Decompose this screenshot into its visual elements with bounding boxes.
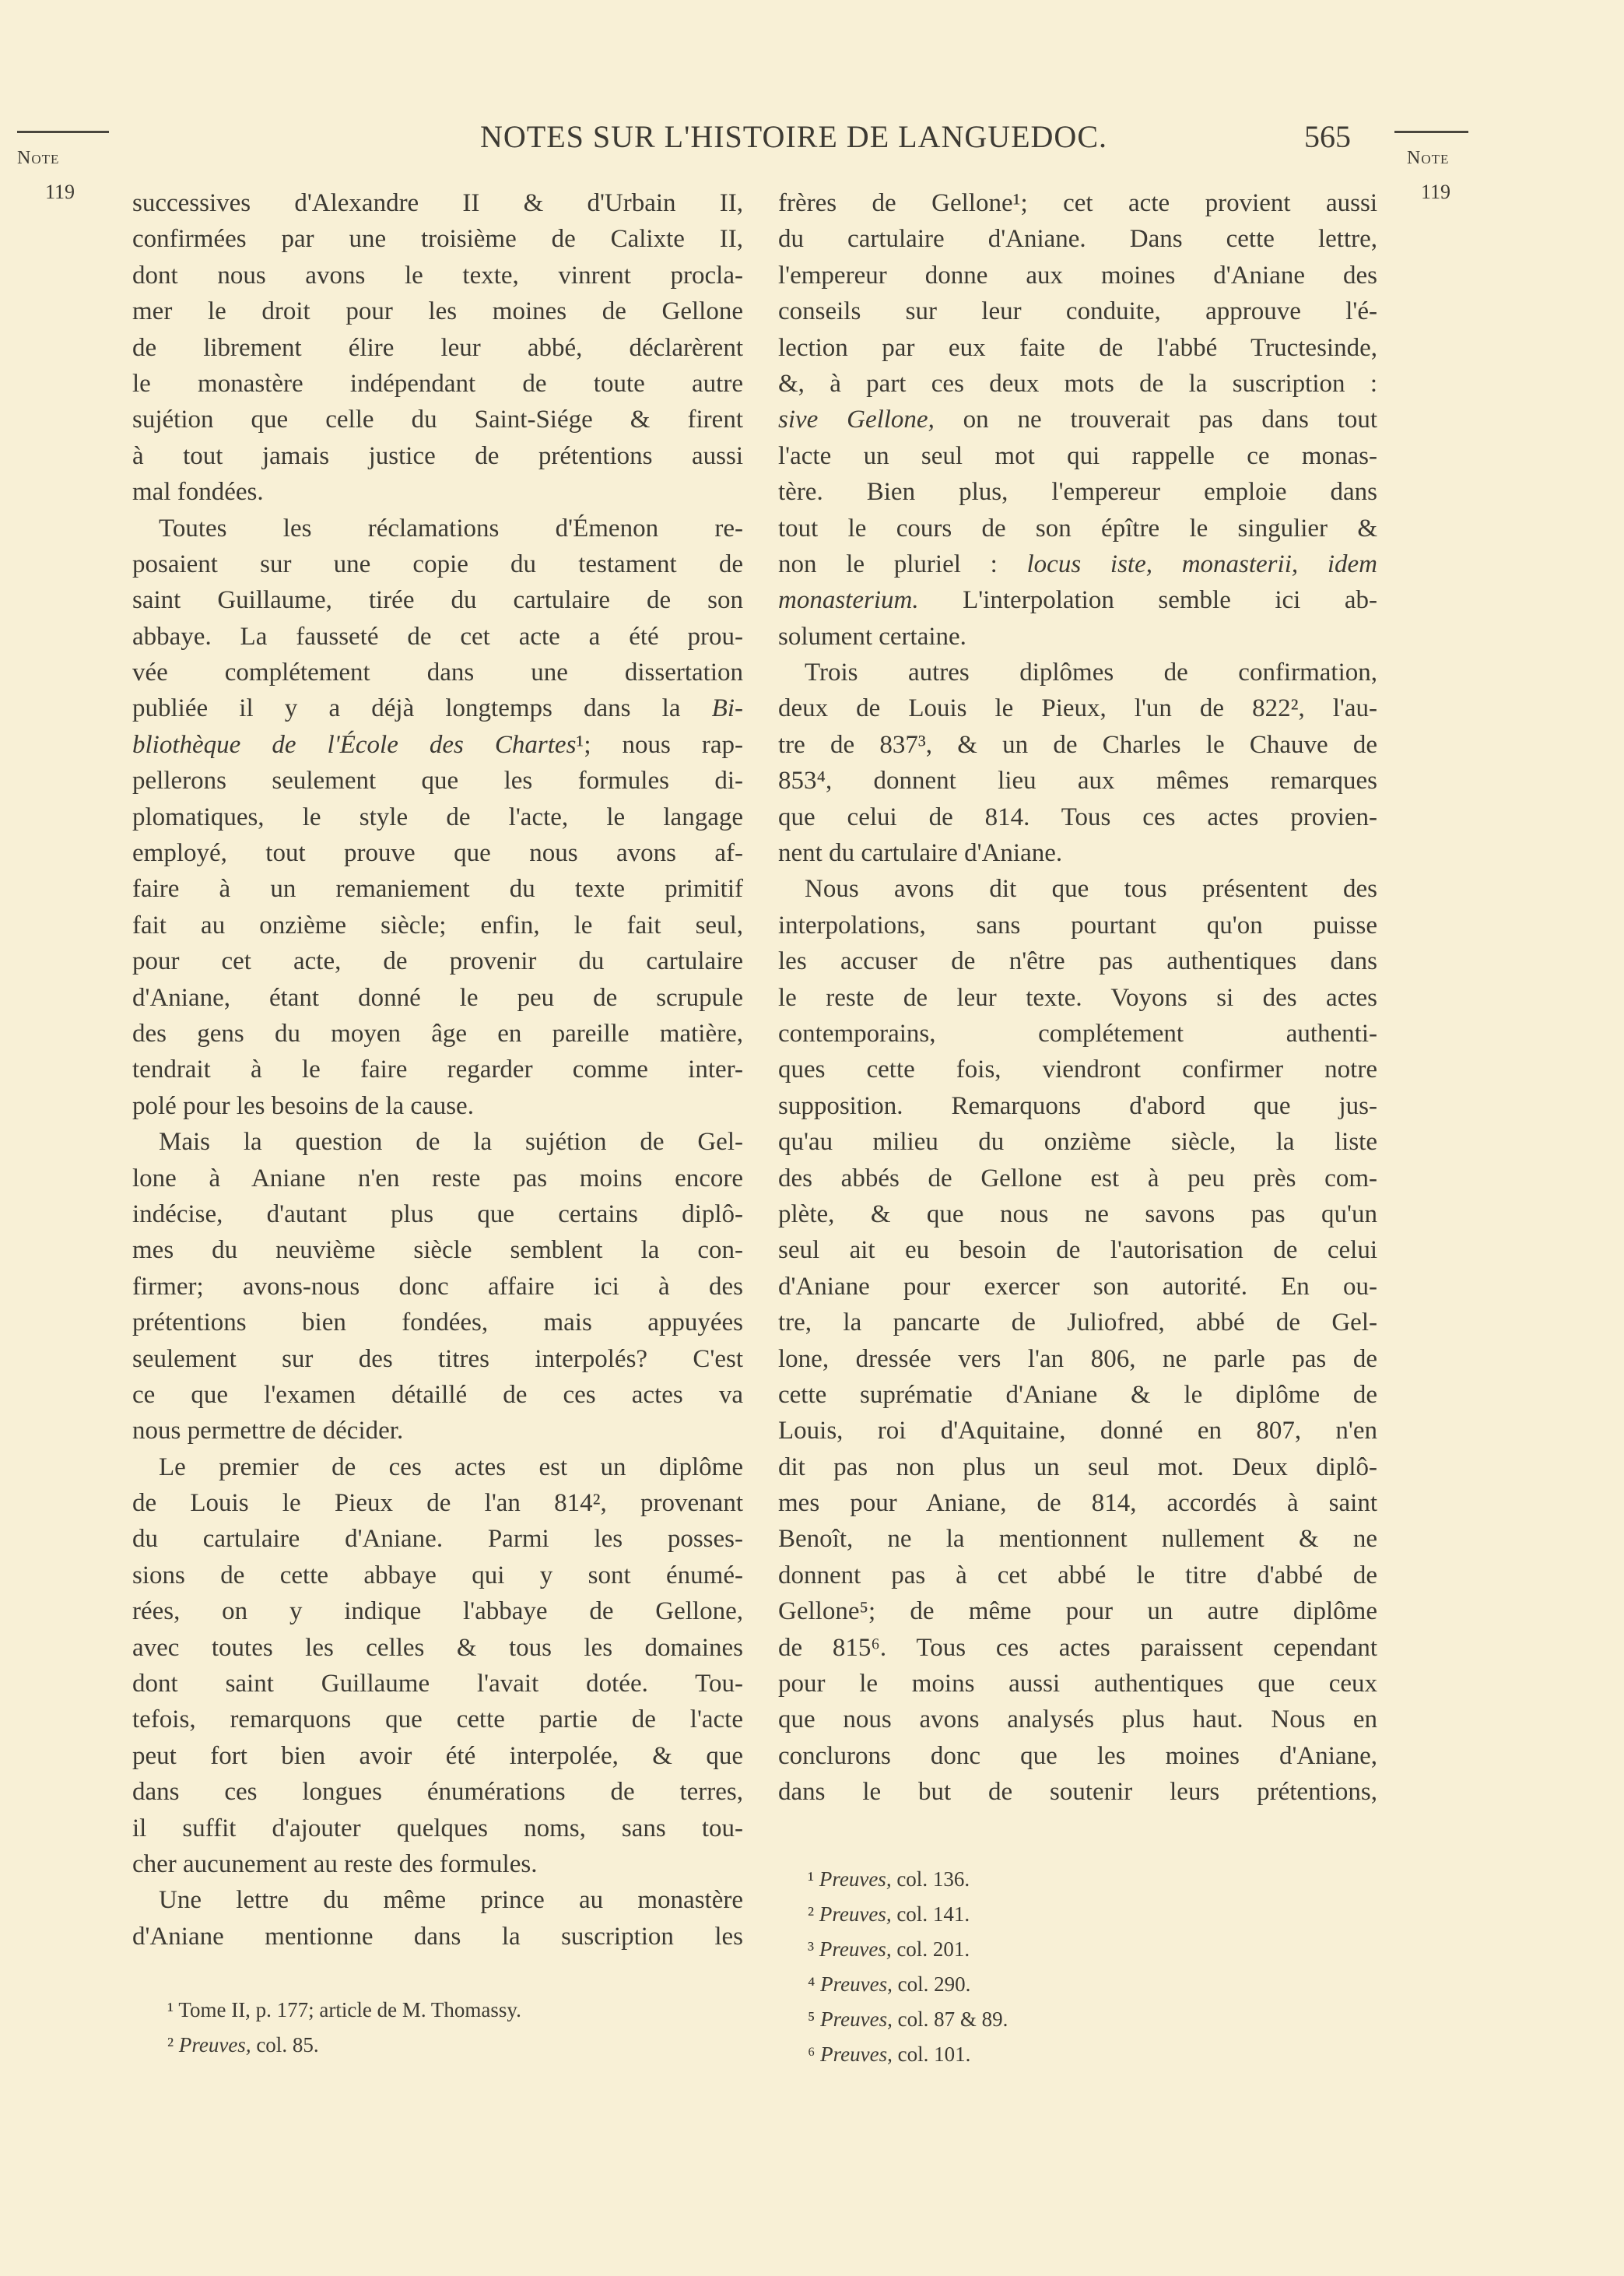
text-segment: mal fondées. bbox=[132, 478, 264, 507]
text-segment: tout le cours de son épître le singulier & bbox=[778, 514, 1377, 543]
text-line bbox=[132, 366, 743, 402]
text-segment: employé, tout prouve que nous avons af- bbox=[132, 839, 743, 868]
text-line bbox=[778, 438, 1377, 474]
text-segment: seulement sur des titres interpolés? C'est bbox=[132, 1344, 743, 1373]
text-line bbox=[132, 763, 743, 799]
text-segment: non le pluriel : bbox=[778, 550, 1027, 578]
text-line bbox=[778, 546, 1377, 582]
text-segment: Benoît, ne la mentionnent nullement & ne bbox=[778, 1525, 1377, 1554]
text-segment: dans ces longues énumérations de terres, bbox=[132, 1778, 743, 1807]
right-note-label: Note bbox=[1407, 148, 1450, 168]
footnote bbox=[808, 1862, 1197, 1897]
text-segment: de Louis le Pieux de l'an 814², provenant bbox=[132, 1489, 743, 1518]
text-line bbox=[132, 1196, 743, 1232]
text-line bbox=[132, 1738, 743, 1774]
text-segment: 853⁴, donnent lieu aux mêmes remarques bbox=[778, 767, 1377, 796]
italic-segment: monasterium. bbox=[778, 586, 919, 615]
italic-segment: Bi- bbox=[711, 694, 743, 723]
text-segment: col. 101. bbox=[892, 2042, 971, 2066]
text-segment: Toutes les réclamations d'Émenon re- bbox=[159, 514, 743, 543]
text-line bbox=[132, 185, 743, 221]
text-line bbox=[778, 1702, 1377, 1737]
text-segment: dans le but de soutenir leurs prétentions, bbox=[778, 1778, 1377, 1807]
text-line bbox=[778, 1738, 1377, 1774]
text-segment: Trois autres diplômes de confirmation, bbox=[805, 659, 1377, 687]
text-segment: tre de 837³, & un de Charles le Chauve de bbox=[778, 730, 1377, 759]
text-line bbox=[132, 1232, 743, 1268]
text-line bbox=[132, 511, 743, 546]
text-line bbox=[132, 1593, 743, 1629]
text-line bbox=[778, 366, 1377, 402]
text-segment: nent du cartulaire d'Aniane. bbox=[778, 839, 1063, 868]
text-line bbox=[132, 727, 743, 763]
text-line bbox=[778, 690, 1377, 726]
italic-segment: Preuves, bbox=[819, 1937, 892, 1961]
text-line bbox=[778, 1774, 1377, 1810]
text-segment: de 815⁶. Tous ces actes paraissent cependant bbox=[778, 1633, 1377, 1662]
left-text-column bbox=[132, 185, 743, 1955]
text-line bbox=[132, 619, 743, 655]
text-segment: que celui de 814. Tous ces actes provien- bbox=[778, 803, 1377, 831]
text-segment: ⁵ bbox=[808, 2007, 821, 2031]
text-line bbox=[132, 1558, 743, 1593]
italic-segment: sive Gellone, bbox=[778, 406, 935, 434]
text-line bbox=[778, 799, 1377, 835]
footnote bbox=[167, 2028, 712, 2063]
text-line bbox=[778, 1341, 1377, 1377]
text-segment: mer le droit pour les moines de Gellone bbox=[132, 297, 743, 326]
text-line bbox=[778, 402, 1377, 437]
text-segment: d'Aniane mentionne dans la suscription les bbox=[132, 1922, 743, 1951]
text-line bbox=[132, 1269, 743, 1305]
text-segment: confirmées par une troisième de Calixte II, bbox=[132, 225, 743, 254]
text-line bbox=[132, 1630, 743, 1666]
text-line bbox=[778, 1377, 1377, 1413]
text-segment: Mais la question de la sujétion de Gel- bbox=[159, 1128, 743, 1157]
text-line bbox=[778, 293, 1377, 329]
text-segment: saint Guillaume, tirée du cartulaire de son bbox=[132, 586, 743, 615]
right-text-column bbox=[778, 185, 1377, 1811]
text-segment: lection par eux faite de l'abbé Tructesinde, bbox=[778, 333, 1377, 362]
text-line bbox=[132, 690, 743, 726]
text-line bbox=[778, 619, 1377, 655]
text-segment: ¹ Tome II, p. 177; article de M. Thomassy. bbox=[167, 1998, 521, 2021]
text-segment: tefois, remarquons que cette partie de l'acte bbox=[132, 1705, 743, 1734]
left-margin-rule bbox=[17, 131, 109, 133]
text-line bbox=[778, 871, 1377, 907]
text-line bbox=[132, 1088, 743, 1124]
italic-segment: Preuves, bbox=[820, 1972, 893, 1996]
footnote bbox=[808, 1967, 1197, 2002]
text-segment: frères de Gellone¹; cet acte provient aussi bbox=[778, 189, 1377, 217]
text-segment: il suffit d'ajouter quelques noms, sans tou- bbox=[132, 1814, 743, 1842]
text-line bbox=[778, 474, 1377, 510]
text-segment: tère. Bien plus, l'empereur emploie dans bbox=[778, 478, 1377, 507]
italic-segment: Preuves, bbox=[819, 1867, 892, 1891]
italic-segment: Preuves, bbox=[178, 2033, 251, 2056]
italic-segment: Preuves, bbox=[820, 2042, 893, 2066]
text-line bbox=[132, 943, 743, 979]
text-segment: le monastère indépendant de toute autre bbox=[132, 369, 743, 398]
text-line bbox=[132, 330, 743, 366]
text-segment: lone à Aniane n'en reste pas moins encore bbox=[132, 1164, 743, 1192]
text-segment: Le premier de ces actes est un diplôme bbox=[159, 1452, 743, 1481]
text-segment: sujétion que celle du Saint-Siége & firent bbox=[132, 406, 743, 434]
text-line bbox=[132, 1811, 743, 1846]
text-line bbox=[132, 1377, 743, 1413]
text-segment: des abbés de Gellone est à peu près com- bbox=[778, 1164, 1377, 1192]
footnote bbox=[167, 1993, 712, 2028]
text-line bbox=[132, 1052, 743, 1087]
text-line bbox=[778, 1016, 1377, 1052]
left-footnotes bbox=[167, 1993, 712, 2063]
text-line bbox=[778, 1521, 1377, 1557]
text-segment: contemporains, complétement authenti- bbox=[778, 1019, 1377, 1048]
text-segment: supposition. Remarquons d'abord que jus- bbox=[778, 1091, 1377, 1120]
text-line bbox=[778, 763, 1377, 799]
text-segment: d'Aniane, étant donné le peu de scrupule bbox=[132, 983, 743, 1012]
text-line bbox=[132, 1774, 743, 1810]
italic-segment: bliothèque de l'École des Chartes bbox=[132, 730, 577, 759]
left-note-label: Note bbox=[17, 148, 60, 168]
text-segment: mes du neuvième siècle semblent la con- bbox=[132, 1236, 743, 1265]
text-line bbox=[778, 1449, 1377, 1485]
text-line bbox=[778, 1558, 1377, 1593]
italic-segment: locus iste, monasterii, idem bbox=[1026, 550, 1377, 578]
text-segment: l'empereur donne aux moines d'Aniane des bbox=[778, 261, 1377, 290]
text-line bbox=[132, 1919, 743, 1955]
right-margin-rule bbox=[1394, 131, 1468, 133]
text-segment: col. 87 & 89. bbox=[892, 2007, 1008, 2031]
text-line bbox=[778, 1052, 1377, 1087]
text-line bbox=[778, 908, 1377, 943]
text-segment: Gellone⁵; de même pour un autre diplôme bbox=[778, 1597, 1377, 1626]
text-segment: col. 290. bbox=[892, 1972, 971, 1996]
right-note-number: 119 bbox=[1421, 181, 1451, 203]
text-segment: plète, & que nous ne savons pas qu'un bbox=[778, 1199, 1377, 1228]
text-line bbox=[778, 582, 1377, 618]
text-line bbox=[132, 871, 743, 907]
text-line bbox=[132, 293, 743, 329]
text-line bbox=[778, 1305, 1377, 1340]
text-segment: L'interpolation semble ici ab- bbox=[918, 586, 1377, 615]
footnote bbox=[808, 2037, 1197, 2072]
text-line bbox=[132, 799, 743, 835]
text-segment: du cartulaire d'Aniane. Dans cette lettre, bbox=[778, 225, 1377, 254]
text-segment: de librement élire leur abbé, déclarèrent bbox=[132, 333, 743, 362]
text-segment: mes pour Aniane, de 814, accordés à saint bbox=[778, 1489, 1377, 1518]
text-segment: avec toutes les celles & tous les domaines bbox=[132, 1633, 743, 1662]
text-line bbox=[778, 1124, 1377, 1160]
text-segment: nous permettre de décider. bbox=[132, 1417, 404, 1445]
text-segment: tre, la pancarte de Juliofred, abbé de Gel- bbox=[778, 1308, 1377, 1337]
text-segment: col. 141. bbox=[891, 1902, 970, 1926]
text-segment: pour cet acte, de provenir du cartulaire bbox=[132, 947, 743, 976]
text-line bbox=[778, 1161, 1377, 1196]
text-line bbox=[132, 1413, 743, 1449]
text-line bbox=[778, 511, 1377, 546]
text-line bbox=[778, 1630, 1377, 1666]
text-line bbox=[778, 655, 1377, 690]
text-segment: ³ bbox=[808, 1937, 819, 1961]
footnote bbox=[808, 1897, 1197, 1932]
text-line bbox=[132, 1016, 743, 1052]
text-line bbox=[132, 402, 743, 437]
text-segment: peut fort bien avoir été interpolée, & que bbox=[132, 1741, 743, 1770]
text-line bbox=[132, 1449, 743, 1485]
text-segment: à tout jamais justice de prétentions aussi bbox=[132, 441, 743, 470]
text-segment: tendrait à le faire regarder comme inter- bbox=[132, 1055, 743, 1084]
text-segment: ⁶ bbox=[808, 2042, 821, 2066]
text-line bbox=[132, 1124, 743, 1160]
text-line bbox=[132, 835, 743, 871]
text-segment: solument certaine. bbox=[778, 622, 966, 651]
text-line bbox=[132, 980, 743, 1016]
italic-segment: Preuves, bbox=[819, 1902, 892, 1926]
text-segment: col. 201. bbox=[891, 1937, 970, 1961]
text-segment: sions de cette abbaye qui y sont énumé- bbox=[132, 1561, 743, 1589]
text-line bbox=[132, 1882, 743, 1918]
text-segment: interpolations, sans pourtant qu'on puisse bbox=[778, 911, 1377, 940]
text-line bbox=[132, 1846, 743, 1882]
text-line bbox=[778, 1666, 1377, 1702]
text-segment: dont saint Guillaume l'avait dotée. Tou- bbox=[132, 1670, 743, 1698]
text-segment: ce que l'examen détaillé de ces actes va bbox=[132, 1380, 743, 1409]
text-segment: fait au onzième siècle; enfin, le fait seul, bbox=[132, 911, 743, 940]
footnote bbox=[808, 1932, 1197, 1967]
text-line bbox=[132, 474, 743, 510]
text-line bbox=[132, 908, 743, 943]
text-segment: que nous avons analysés plus haut. Nous en bbox=[778, 1705, 1377, 1734]
text-line bbox=[132, 1702, 743, 1737]
text-line bbox=[778, 1593, 1377, 1629]
text-segment: les accuser de n'être pas authentiques dans bbox=[778, 947, 1377, 976]
text-segment: ⁴ bbox=[808, 1972, 821, 1996]
text-segment: conclurons donc que les moines d'Aniane, bbox=[778, 1741, 1377, 1770]
text-segment: Une lettre du même prince au monastère bbox=[159, 1886, 743, 1915]
text-line bbox=[132, 1666, 743, 1702]
text-line bbox=[778, 258, 1377, 293]
text-segment: des gens du moyen âge en pareille matière, bbox=[132, 1019, 743, 1048]
text-line bbox=[132, 1521, 743, 1557]
text-segment: pour le moins aussi authentiques que ceux bbox=[778, 1670, 1377, 1698]
text-line bbox=[132, 582, 743, 618]
text-segment: du cartulaire d'Aniane. Parmi les posses- bbox=[132, 1525, 743, 1554]
text-segment: ² bbox=[167, 2033, 179, 2056]
text-line bbox=[778, 1269, 1377, 1305]
text-segment: abbaye. La fausseté de cet acte a été prou- bbox=[132, 622, 743, 651]
text-line bbox=[778, 221, 1377, 257]
text-segment: indécise, d'autant plus que certains diplô- bbox=[132, 1199, 743, 1228]
text-line bbox=[778, 185, 1377, 221]
running-header: NOTES SUR L'HISTOIRE DE LANGUEDOC. bbox=[479, 119, 1107, 154]
text-segment: dit pas non plus un seul mot. Deux diplô- bbox=[778, 1452, 1377, 1481]
text-segment: plomatiques, le style de l'acte, le langage bbox=[132, 803, 743, 831]
text-segment: Nous avons dit que tous présentent des bbox=[805, 875, 1377, 904]
text-line bbox=[778, 1485, 1377, 1521]
text-segment: cette suprématie d'Aniane & le diplôme de bbox=[778, 1380, 1377, 1409]
text-segment: on ne trouverait pas dans tout bbox=[934, 406, 1377, 434]
text-segment: posaient sur une copie du testament de bbox=[132, 550, 743, 578]
text-segment: Louis, roi d'Aquitaine, donné en 807, n'en bbox=[778, 1417, 1377, 1445]
text-segment: successives d'Alexandre II & d'Urbain II, bbox=[132, 189, 743, 217]
text-segment: vée complétement dans une dissertation bbox=[132, 659, 743, 687]
text-segment: rées, on y indique l'abbaye de Gellone, bbox=[132, 1597, 743, 1626]
text-line bbox=[778, 1232, 1377, 1268]
left-note-number: 119 bbox=[45, 181, 75, 203]
text-segment: l'acte un seul mot qui rappelle ce monas- bbox=[778, 441, 1377, 470]
text-line bbox=[778, 1196, 1377, 1232]
text-segment: col. 136. bbox=[891, 1867, 970, 1891]
text-segment: polé pour les besoins de la cause. bbox=[132, 1091, 474, 1120]
text-line bbox=[132, 655, 743, 690]
text-segment: &, à part ces deux mots de la suscription : bbox=[778, 369, 1377, 398]
text-line bbox=[132, 1341, 743, 1377]
text-segment: ² bbox=[808, 1902, 819, 1926]
text-segment: ¹; nous rap- bbox=[576, 730, 744, 759]
text-segment: d'Aniane pour exercer son autorité. En ou- bbox=[778, 1272, 1377, 1301]
text-segment: lone, dressée vers l'an 806, ne parle pas de bbox=[778, 1344, 1377, 1373]
text-segment: cher aucunement au reste des formules. bbox=[132, 1849, 538, 1878]
text-line bbox=[778, 1088, 1377, 1124]
text-segment: deux de Louis le Pieux, l'un de 822², l'au- bbox=[778, 694, 1377, 723]
right-footnotes bbox=[808, 1862, 1197, 2072]
text-line bbox=[778, 943, 1377, 979]
text-segment: firmer; avons-nous donc affaire ici à des bbox=[132, 1272, 743, 1301]
text-segment: qu'au milieu du onzième siècle, la liste bbox=[778, 1128, 1377, 1157]
text-line bbox=[132, 546, 743, 582]
text-line bbox=[778, 1413, 1377, 1449]
text-segment: donnent pas à cet abbé le titre d'abbé de bbox=[778, 1561, 1377, 1589]
text-segment: col. 85. bbox=[251, 2033, 319, 2056]
text-line bbox=[132, 1485, 743, 1521]
page-number: 565 bbox=[1304, 119, 1351, 154]
text-segment: ques cette fois, viendront confirmer notre bbox=[778, 1055, 1377, 1084]
footnote bbox=[808, 2002, 1197, 2037]
text-segment: seul ait eu besoin de l'autorisation de celui bbox=[778, 1236, 1377, 1265]
text-segment: pellerons seulement que les formules di- bbox=[132, 767, 743, 796]
text-segment: prétentions bien fondées, mais appuyées bbox=[132, 1308, 743, 1337]
text-line bbox=[778, 835, 1377, 871]
text-line bbox=[132, 258, 743, 293]
text-segment: ¹ bbox=[808, 1867, 819, 1891]
text-segment: publiée il y a déjà longtemps dans la bbox=[132, 694, 712, 723]
text-segment: faire à un remaniement du texte primitif bbox=[132, 875, 743, 904]
text-line bbox=[778, 330, 1377, 366]
text-line bbox=[132, 221, 743, 257]
text-line bbox=[132, 1161, 743, 1196]
text-segment: le reste de leur texte. Voyons si des actes bbox=[778, 983, 1377, 1012]
text-line bbox=[778, 980, 1377, 1016]
italic-segment: Preuves, bbox=[820, 2007, 893, 2031]
text-line bbox=[132, 1305, 743, 1340]
text-segment: conseils sur leur conduite, approuve l'é- bbox=[778, 297, 1377, 326]
text-segment: dont nous avons le texte, vinrent procla- bbox=[132, 261, 743, 290]
text-line bbox=[778, 727, 1377, 763]
text-line bbox=[132, 438, 743, 474]
